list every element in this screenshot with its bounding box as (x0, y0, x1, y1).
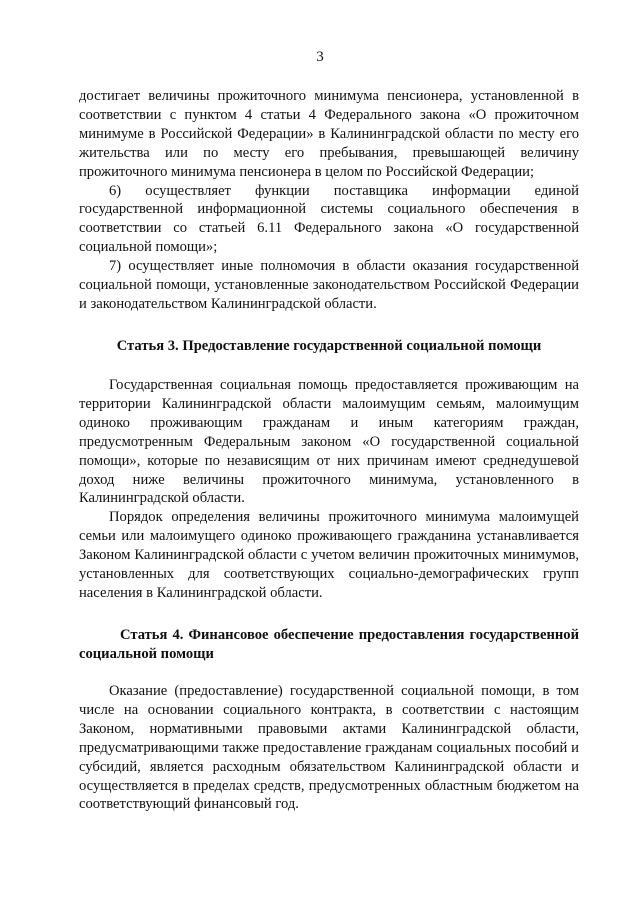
top-block (79, 87, 579, 314)
article-4-heading: Статья 4. Финансовое обеспечение предоставления государственной социальной помощи (79, 627, 579, 662)
list-item-7: 7) осуществляет иные полномочия в области оказания государственной социальной помощи, установленные законодательством Российской Федерации и законодательством Калининградской области. (79, 258, 579, 312)
article-4-heading-block (79, 626, 579, 664)
article-3-paragraph-1: Государственная социальная помощь предоставляется проживающим на территории Калининградской области малоимущим семьям, малоимущим одиноко проживающим гражданам и иным категориям граждан, предусмотренным Федеральным законом «О государственной социальной помощи», которые по независящим от них причинам имеют среднедушевой доход ниже величины прожиточного минимума, установленного в Калининградской области. (79, 377, 579, 507)
article-4-body (79, 682, 579, 814)
article-3-heading: Статья 3. Предоставление государственной социальной помощи (116, 338, 542, 354)
list-item-6: 6) осуществляет функции поставщика информации единой государственной информационной системы социального обеспечения в соответствии со статьей 6.11 Федерального закона «О государственной социальной помощи»; (79, 182, 579, 256)
article-4-paragraph-1: Оказание (предоставление) государственной социальной помощи, в том числе на основании социального контракта, в соответствии с настоящим Законом, нормативными правовыми актами Калининградской области, предусматривающими также предоставление гражданам социальных пособий и субсидий, является расходным обязательством Калининградской области и осуществляется в пределах средств, предусмотренных областным бюджетом на соответствующий финансовый год. (79, 683, 579, 813)
article-3-paragraph-2: Порядок определения величины прожиточного минимума малоимущей семьи или малоимущего одиноко проживающего гражданина устанавливается Законом Калининградской области с учетом величин прожиточных минимумов, установленных для соответствующих социально-демографических групп населения в Калининградской области. (79, 509, 579, 601)
article-3-heading-block (79, 337, 579, 356)
article-3-body (79, 376, 579, 603)
page-number: 3 (316, 49, 324, 65)
paragraph-continuation: достигает величины прожиточного минимума пенсионера, установленной в соответствии с пунктом 4 статьи 4 Федерального закона «О прожиточном минимуме в Российской Федерации» в Калининградской области по месту его жительства или по месту его пребывания, превышающей величину прожиточного минимума пенсионера в целом по Российской Федерации; (79, 88, 579, 180)
